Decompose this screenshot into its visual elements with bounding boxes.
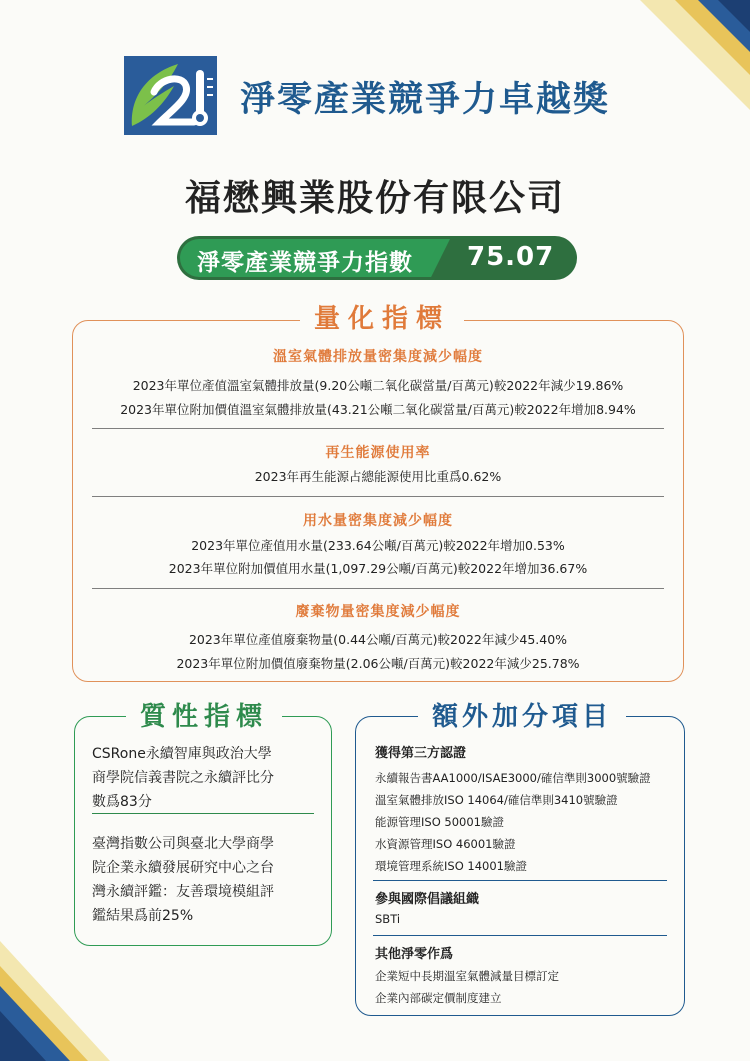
quant-section-line: 2023年單位附加價值溫室氣體排放量(43.21公噸二氧化碳當量/百萬元)較2022年增加8.94% (120, 402, 636, 417)
extra-item: 溫室氣體排放ISO 14064/確信準則3410號驗證 (375, 793, 618, 807)
quant-section-line: 2023年單位產值廢棄物量(0.44公噸/百萬元)較2022年減少45.40% (188, 632, 568, 647)
qualitative-line: CSRone永續智庫與政治大學 (92, 746, 272, 762)
extra-item: 能源管理ISO 50001驗證 (375, 815, 504, 829)
quantitative-heading: 量化指標 (300, 304, 464, 334)
qualitative-line: 數爲83分 (92, 794, 152, 810)
quant-section-line: 2023年單位附加價值用水量(1,097.29公噸/百萬元)較2022年增加36.67% (168, 561, 588, 576)
qualitative-heading: 質性指標 (126, 702, 282, 732)
index-pill (177, 236, 577, 280)
company-name: 福懋興業股份有限公司 (184, 177, 565, 219)
quantitative-box (72, 320, 684, 682)
extra-heading: 額外加分項目 (418, 702, 626, 732)
extra-item: 水資源管理ISO 46001驗證 (375, 837, 516, 851)
qualitative-line: 鑑結果爲前25% (92, 908, 194, 924)
extra-item: 環境管理系統ISO 14001驗證 (375, 859, 527, 873)
extra-group-title: 獲得第三方認證 (375, 746, 467, 761)
quant-divider (92, 496, 664, 497)
extra-group-title: 參與國際倡議組織 (375, 892, 480, 907)
quant-section-line: 2023年再生能源占總能源使用比重爲0.62% (254, 469, 502, 484)
extra-group-title: 其他淨零作爲 (375, 947, 454, 962)
extra-item: 企業內部碳定價制度建立 (375, 991, 502, 1005)
qualitative-line: 臺灣指數公司與臺北大學商學 (92, 836, 274, 852)
award-title: 淨零產業競爭力卓越獎 (240, 79, 611, 120)
extra-divider (373, 935, 667, 936)
quant-section-title: 廢棄物量密集度減少幅度 (295, 604, 461, 620)
quant-section-title: 用水量密集度減少幅度 (303, 513, 453, 529)
qualitative-divider (92, 813, 314, 814)
index-label: 淨零產業競爭力指數 (197, 250, 413, 276)
award-logo-icon (124, 56, 217, 135)
quant-section-title: 再生能源使用率 (325, 445, 431, 461)
extra-item: 企業短中長期溫室氣體減量目標訂定 (375, 969, 559, 983)
quant-divider (92, 588, 664, 589)
quant-divider (92, 428, 664, 429)
qualitative-item (92, 742, 317, 814)
quant-section-line: 2023年單位產值溫室氣體排放量(9.20公噸二氧化碳當量/百萬元)較2022年減少19.86% (132, 378, 624, 393)
extra-item: SBTi (375, 912, 401, 926)
quant-section-line: 2023年單位附加價值廢棄物量(2.06公噸/百萬元)較2022年減少25.78% (176, 656, 580, 671)
qualitative-line: 院企業永續發展研究中心之台 (92, 860, 274, 876)
qualitative-item (92, 832, 317, 928)
index-value: 75.07 (467, 242, 555, 272)
extra-divider (373, 880, 667, 881)
extra-item: 永續報告書AA1000/ISAE3000/確信準則3000號驗證 (375, 771, 651, 785)
qualitative-line: 灣永續評鑑：友善環境模組評 (92, 884, 274, 900)
quant-section-line: 2023年單位產值用水量(233.64公噸/百萬元)較2022年增加0.53% (191, 538, 565, 553)
quant-section-title: 溫室氣體排放量密集度減少幅度 (273, 349, 483, 365)
qualitative-line: 商學院信義書院之永續評比分 (92, 770, 274, 786)
